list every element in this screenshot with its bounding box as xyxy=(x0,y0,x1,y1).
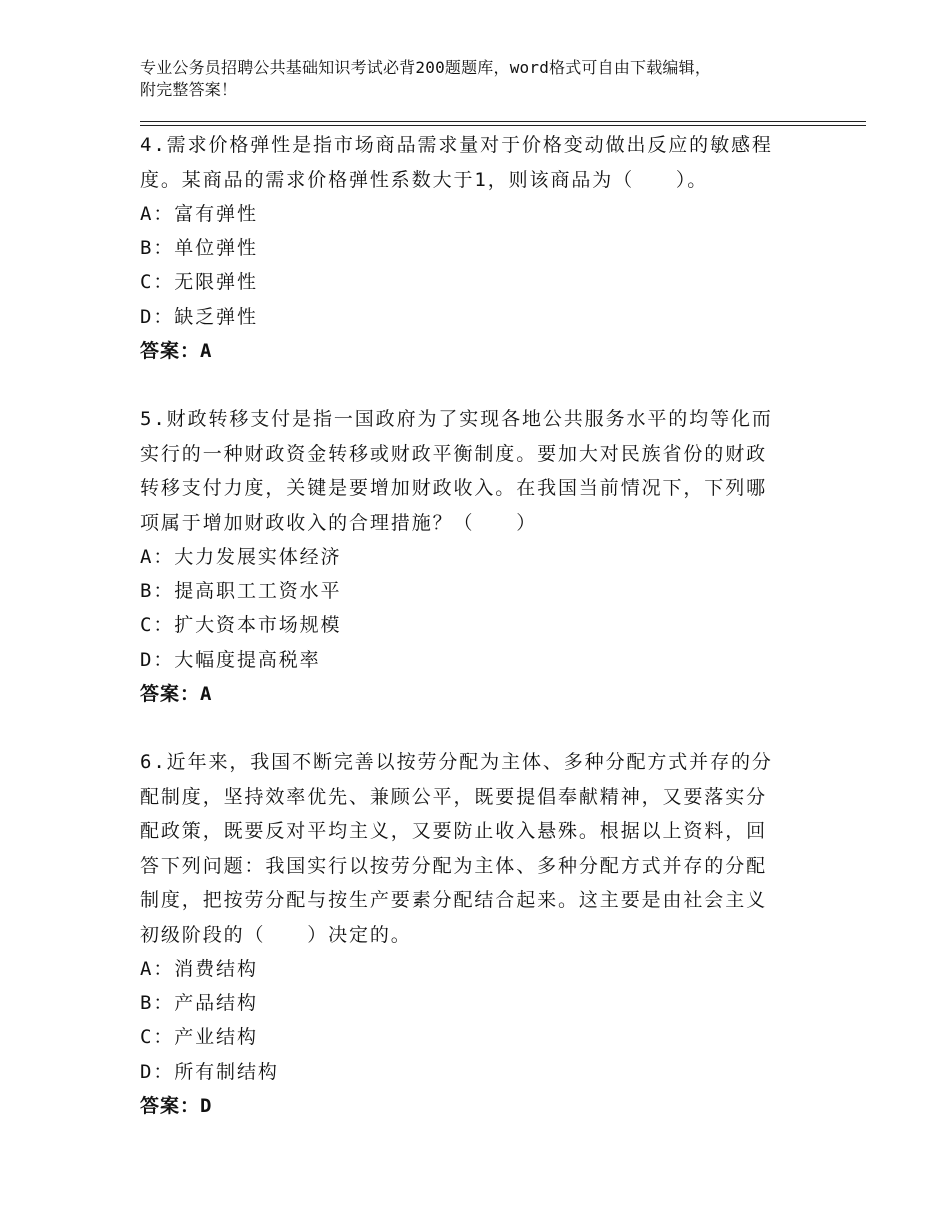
question-stem xyxy=(140,402,800,540)
question-stem xyxy=(140,128,800,197)
stem-line: 度。某商品的需求价格弹性系数大于1，则该商品为（ ）。 xyxy=(140,168,709,191)
question-spacer xyxy=(140,711,800,745)
answer-label: 答案：A xyxy=(140,339,213,362)
option-c: C：产业结构 xyxy=(140,1026,258,1049)
header-divider-thin xyxy=(140,125,866,126)
header-divider xyxy=(140,121,866,122)
question-6 xyxy=(140,745,800,1123)
header-line-2: 附完整答案！ xyxy=(140,80,238,99)
header-line-1: 专业公务员招聘公共基础知识考试必背200题题库，word格式可自由下载编辑， xyxy=(140,58,712,77)
question-4 xyxy=(140,128,800,368)
option-c: C：扩大资本市场规模 xyxy=(140,614,342,637)
option-d: D：大幅度提高税率 xyxy=(140,648,321,671)
question-stem xyxy=(140,745,800,952)
stem-line: 制度，把按劳分配与按生产要素分配结合起来。这主要是由社会主义 xyxy=(140,889,768,912)
option-a: A：富有弹性 xyxy=(140,203,258,225)
option-a: A：消费结构 xyxy=(140,958,258,981)
stem-line: 答下列问题：我国实行以按劳分配为主体、多种分配方式并存的分配 xyxy=(140,854,768,877)
stem-line: 配制度，坚持效率优先、兼顾公平，既要提倡奉献精神，又要落实分 xyxy=(140,785,768,808)
stem-line: 初级阶段的（ ）决定的。 xyxy=(140,923,412,946)
stem-line: 配政策，既要反对平均主义，又要防止收入悬殊。根据以上资料，回 xyxy=(140,820,768,843)
option-b: B：单位弹性 xyxy=(140,237,258,260)
option-c: C：无限弹性 xyxy=(140,271,258,294)
question-5 xyxy=(140,402,800,711)
question-spacer xyxy=(140,368,800,402)
option-b: B：提高职工工资水平 xyxy=(140,580,342,603)
stem-line: 项属于增加财政收入的合理措施？（ ） xyxy=(140,511,538,534)
page-header xyxy=(140,57,840,101)
option-d: D：缺乏弹性 xyxy=(140,305,258,328)
question-list xyxy=(140,128,800,1123)
option-b: B：产品结构 xyxy=(140,992,258,1015)
stem-line: 实行的一种财政资金转移或财政平衡制度。要加大对民族省份的财政 xyxy=(140,442,768,465)
option-a: A：大力发展实体经济 xyxy=(140,546,342,569)
stem-line: 4.需求价格弹性是指市场商品需求量对于价格变动做出反应的敏感程 xyxy=(140,134,773,156)
answer-label: 答案：A xyxy=(140,682,213,705)
answer-label: 答案：D xyxy=(140,1094,213,1117)
stem-line: 5.财政转移支付是指一国政府为了实现各地公共服务水平的均等化而 xyxy=(140,408,773,431)
stem-line: 转移支付力度，关键是要增加财政收入。在我国当前情况下，下列哪 xyxy=(140,477,768,500)
option-d: D：所有制结构 xyxy=(140,1060,279,1083)
stem-line: 6.近年来，我国不断完善以按劳分配为主体、多种分配方式并存的分 xyxy=(140,751,773,774)
